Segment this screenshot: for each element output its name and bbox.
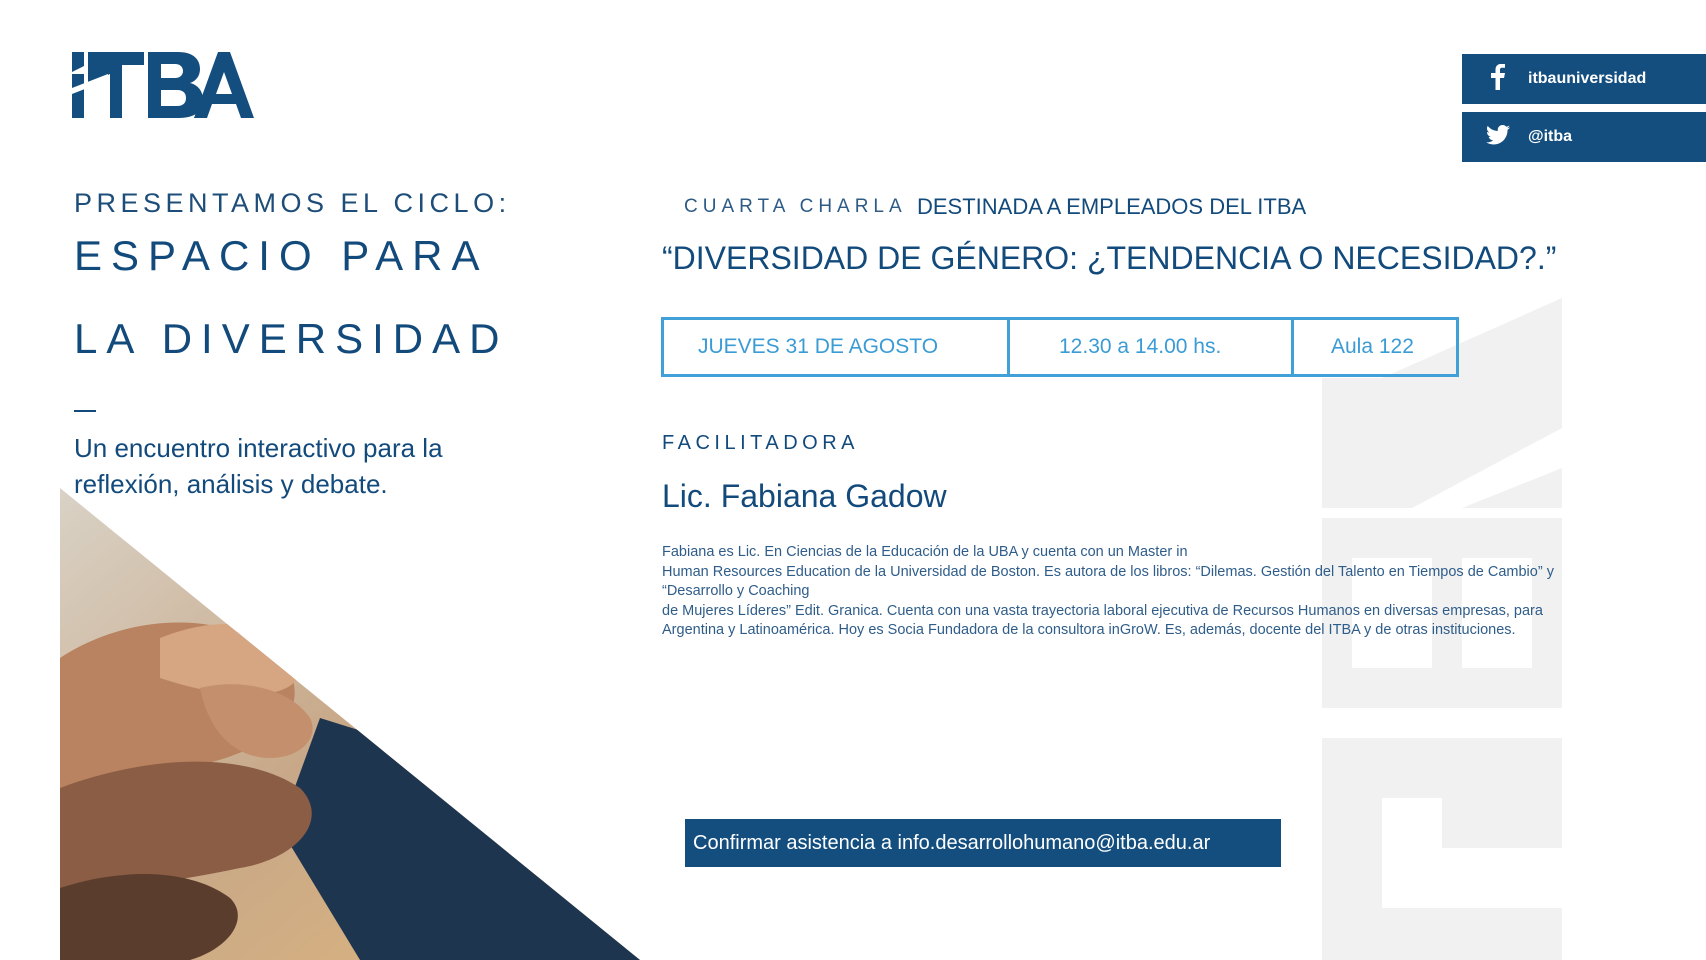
bio-paragraph: Fabiana es Lic. En Ciencias de la Educación de la UBA y cuenta con un Master in (662, 544, 1188, 560)
subtitle-line1: Un encuentro interactivo para la (74, 433, 443, 463)
talk-audience: DESTINADA A EMPLEADOS DEL ITBA (917, 194, 1307, 219)
cycle-title-line1: ESPACIO PARA (74, 232, 489, 279)
cycle-title-line2: LA DIVERSIDAD (74, 315, 509, 362)
rsvp-banner[interactable]: Confirmar asistencia a info.desarrollohumano@itba.edu.ar (685, 819, 1281, 867)
twitter-icon (1484, 125, 1512, 150)
bio-paragraph: de Mujeres Líderes” Edit. Granica. Cuenta con una vasta trayectoria laboral ejecutiva de Recursos Humanos en diversas empresas, para Argentina y Latinoamérica. Hoy es Socia Fundadora de la consultora inGroW. Es, además, docente del ITBA y de otras instituciones. (662, 602, 1543, 638)
facebook-link[interactable] (1462, 54, 1706, 104)
facilitator-label: FACILITADORA (662, 432, 859, 454)
cycle-intro: PRESENTAMOS EL CICLO: (74, 188, 511, 218)
facebook-handle: itbauniversidad (1528, 70, 1647, 87)
divider-dash (74, 410, 96, 412)
hands-photo (60, 488, 640, 960)
bio-paragraph: Human Resources Education de la Universidad de Boston. Es autora de los libros: “Dilemas. Gestión del Talento en Tiempos de Cambio” y “Desarrollo y Coaching (662, 563, 1554, 599)
facebook-icon (1484, 64, 1512, 95)
twitter-handle: @itba (1528, 128, 1573, 145)
talk-title: “DIVERSIDAD DE GÉNERO: ¿TENDENCIA O NECESIDAD?.” (662, 240, 1557, 276)
facilitator-bio (662, 543, 1557, 641)
event-date: JUEVES 31 DE AGOSTO (664, 320, 1010, 374)
talk-label: CUARTA CHARLA (684, 196, 907, 217)
twitter-link[interactable] (1462, 112, 1706, 162)
subtitle-line2: reflexión, análisis y debate. (74, 469, 388, 499)
event-room: Aula 122 (1331, 335, 1414, 358)
itba-logo (72, 52, 254, 118)
event-info-box (661, 317, 1459, 377)
facilitator-name: Lic. Fabiana Gadow (662, 478, 947, 514)
event-time: 12.30 a 14.00 hs. (1010, 320, 1294, 374)
